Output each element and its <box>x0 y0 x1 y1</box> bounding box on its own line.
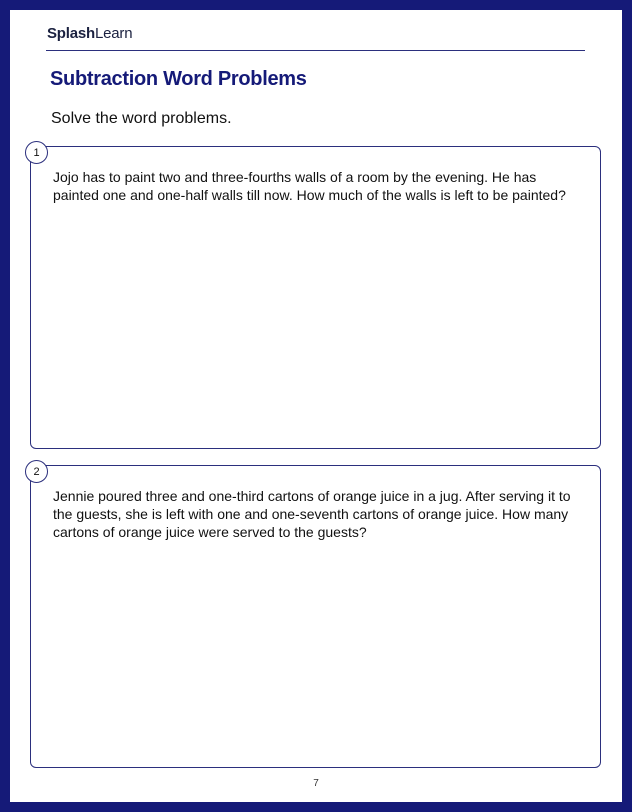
page-title: Subtraction Word Problems <box>50 68 307 90</box>
brand-logo-learn: Learn <box>94 25 133 42</box>
instructions-text: Solve the word problems. <box>51 110 232 127</box>
problem-text-1: Jojo has to paint two and three-fourths walls of a room by the evening. He has painted one and one-half walls till now. How much of the walls is left to be painted? <box>53 169 566 203</box>
problem-box-2 <box>30 465 601 768</box>
page-number: 7 <box>313 778 319 789</box>
problem-text-2: Jennie poured three and one-third cartons of orange juice in a jug. After serving it to the guests, she is left with one and one-seventh cartons of orange juice. How many cartons of orange juice were served to the guests? <box>53 488 571 540</box>
brand-logo-splash: Splash <box>47 25 95 42</box>
brand-logo <box>47 25 132 42</box>
header-divider <box>46 50 585 51</box>
problem-number-badge-2: 2 <box>25 460 48 483</box>
problem-number-badge-1: 1 <box>25 141 48 164</box>
problem-box-1 <box>30 146 601 449</box>
